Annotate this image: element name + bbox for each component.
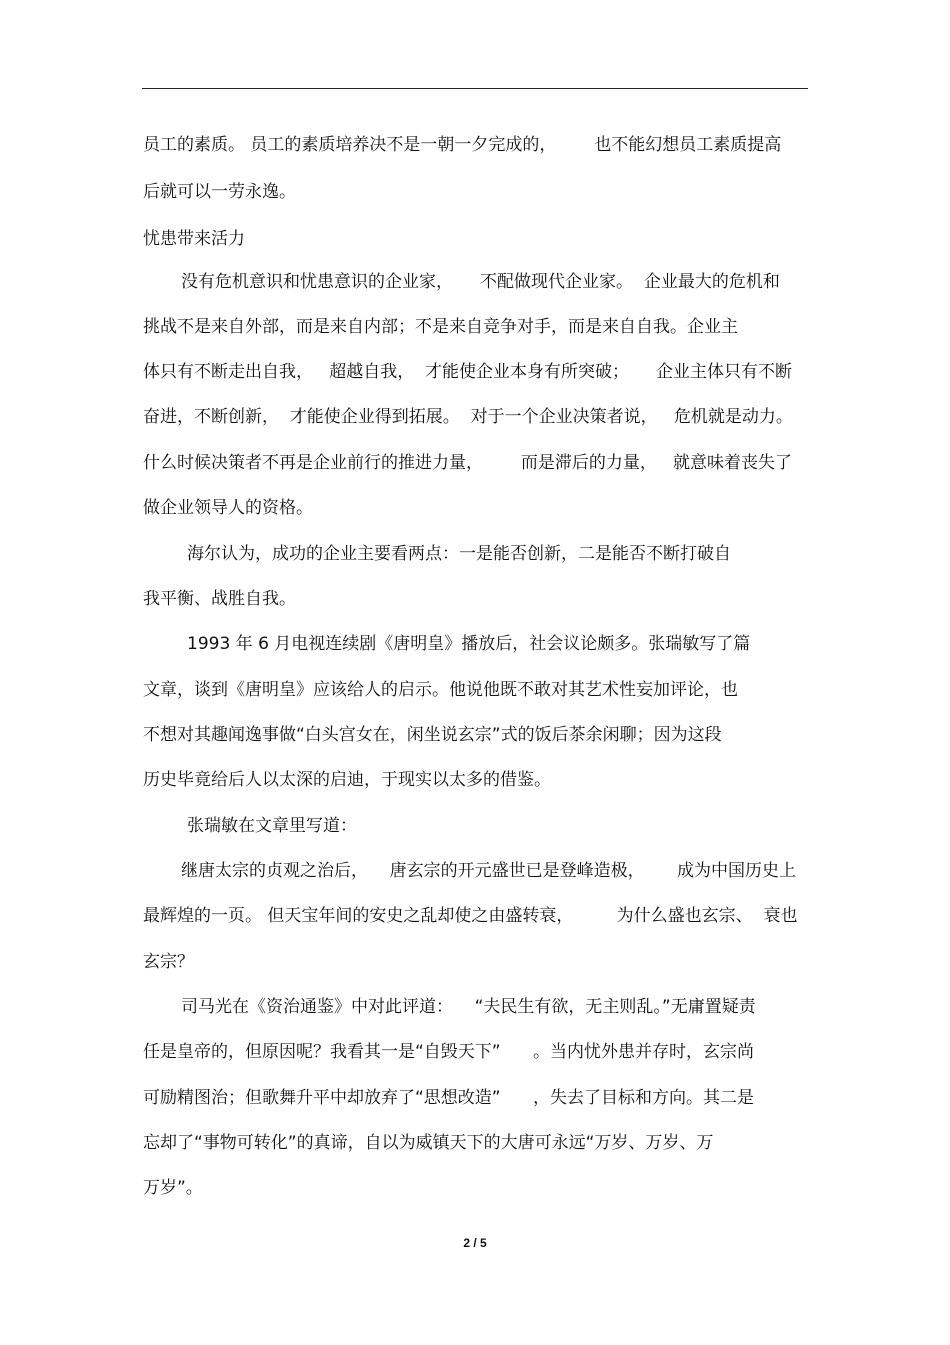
text-line: 张瑞敏在文章里写道： xyxy=(187,816,357,836)
text-line: 可励精图治；但歌舞升平中却放弃了“思想改造” ，失去了目标和方向。其二是 xyxy=(143,1088,755,1108)
text-line: 历史毕竟给后人以太深的启迪，于现实以太多的借鉴。 xyxy=(143,770,551,790)
text-line: 忘却了“事物可转化”的真谛，自以为威镇天下的大唐可永远“万岁、万岁、万 xyxy=(143,1133,714,1153)
text-line: 文章，谈到《唐明皇》应该给人的启示。他说他既不敢对其艺术性妄加评论，也 xyxy=(143,680,738,700)
header-rule xyxy=(142,88,808,89)
text-line: 继唐太宗的贞观之治后， 唐玄宗的开元盛世已是登峰造极， 成为中国历史上 xyxy=(181,861,797,881)
text-line: 奋进，不断创新， 才能使企业得到拓展。 对于一个企业决策者说， 危机就是动力。 xyxy=(143,407,793,427)
text-line: 任是皇帝的，但原因呢？我看其一是“自毁天下” 。当内忧外患并存时，玄宗尚 xyxy=(143,1042,755,1062)
text-line: 体只有不断走出自我， 超越自我， 才能使企业本身有所突破； 企业主体只有不断 xyxy=(143,362,793,382)
text-line: 最辉煌的一页。 但天宝年间的安史之乱却使之由盛转衰， 为什么盛也玄宗、 衰也 xyxy=(143,906,798,926)
text-line: 1993 年 6 月电视连续剧《唐明皇》播放后，社会议论颇多。张瑞敏写了篇 xyxy=(187,634,751,654)
text-line: 司马光在《资治通鉴》中对此评道： “夫民生有欲，无主则乱。”无庸置疑责 xyxy=(181,997,756,1017)
section-heading: 忧患带来活力 xyxy=(143,229,245,249)
text-line: 不想对其趣闻逸事做“白头宫女在，闲坐说玄宗”式的饭后茶余闲聊；因为这段 xyxy=(143,725,722,745)
text-line: 万岁”。 xyxy=(143,1178,203,1198)
text-line: 挑战不是来自外部，而是来自内部；不是来自竞争对手，而是来自自我。企业主 xyxy=(143,317,738,337)
text-line: 玄宗？ xyxy=(143,952,194,972)
page-number: 2 / 5 xyxy=(463,1236,487,1250)
text-line: 后就可以一劳永逸。 xyxy=(143,182,296,202)
text-line: 我平衡、战胜自我。 xyxy=(143,589,296,609)
text-line: 员工的素质。 员工的素质培养决不是一朝一夕完成的， 也不能幻想员工素质提高 xyxy=(143,135,782,155)
text-line: 做企业领导人的资格。 xyxy=(143,498,313,518)
text-line: 没有危机意识和忧患意识的企业家， 不配做现代企业家。 企业最大的危机和 xyxy=(181,272,780,292)
text-line: 海尔认为，成功的企业主要看两点：一是能否创新，二是能否不断打破自 xyxy=(187,544,731,564)
text-line: 什么时候决策者不再是企业前行的推进力量， 而是滞后的力量， 就意味着丧失了 xyxy=(143,453,793,473)
